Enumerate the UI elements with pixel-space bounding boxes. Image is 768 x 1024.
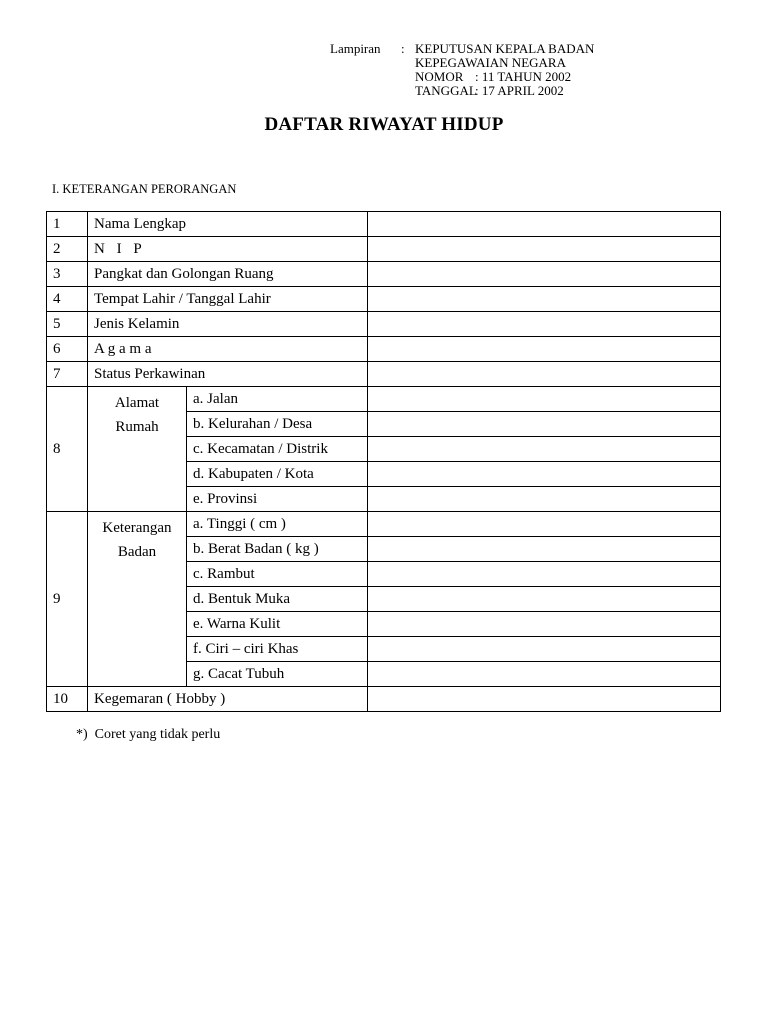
table-row xyxy=(47,337,721,362)
sub-field-label: b. Kelurahan / Desa xyxy=(187,412,368,437)
lampiran-row-1 xyxy=(330,42,594,56)
field-value-jenis-kelamin[interactable] xyxy=(368,312,721,337)
table-row xyxy=(47,287,721,312)
nomor-value: : 11 TAHUN 2002 xyxy=(475,69,572,84)
field-value-kabupaten[interactable] xyxy=(368,462,721,487)
tanggal-label: TANGGAL xyxy=(415,83,477,98)
sub-field-label: a. Jalan xyxy=(187,387,368,412)
table-row xyxy=(47,212,721,237)
sub-field-label: b. Berat Badan ( kg ) xyxy=(187,537,368,562)
footnote: *) Coret yang tidak perlu xyxy=(76,727,221,742)
sub-field-label: c. Kecamatan / Distrik xyxy=(187,437,368,462)
row-number: 7 xyxy=(47,362,88,387)
row-number: 4 xyxy=(47,287,88,312)
field-label: A g a m a xyxy=(88,337,368,362)
sub-field-label: g. Cacat Tubuh xyxy=(187,662,368,687)
field-label: N I P xyxy=(88,237,368,262)
field-label: Nama Lengkap xyxy=(88,212,368,237)
lampiran-row-3 xyxy=(330,70,594,84)
sub-field-label: e. Warna Kulit xyxy=(187,612,368,637)
lampiran-row-2 xyxy=(330,56,594,70)
row-number: 9 xyxy=(47,512,88,687)
alamat-label-line2: Rumah xyxy=(115,419,159,435)
table-row xyxy=(47,262,721,287)
field-value-kelurahan[interactable] xyxy=(368,412,721,437)
field-value-berat[interactable] xyxy=(368,537,721,562)
tanggal-value: : 17 APRIL 2002 xyxy=(475,83,564,98)
row-number: 1 xyxy=(47,212,88,237)
sub-field-label: f. Ciri – ciri Khas xyxy=(187,637,368,662)
table-row xyxy=(47,312,721,337)
field-value-nama[interactable] xyxy=(368,212,721,237)
badan-label-line2: Badan xyxy=(117,544,157,560)
field-value-rambut[interactable] xyxy=(368,562,721,587)
field-label: Kegemaran ( Hobby ) xyxy=(88,687,368,712)
alamat-group-label xyxy=(88,387,187,512)
field-value-agama[interactable] xyxy=(368,337,721,362)
nomor-line xyxy=(415,70,571,84)
table-row xyxy=(47,362,721,387)
field-value-ciri-khas[interactable] xyxy=(368,637,721,662)
field-value-tempat-lahir[interactable] xyxy=(368,287,721,312)
field-value-warna-kulit[interactable] xyxy=(368,612,721,637)
table-row xyxy=(47,512,721,537)
tanggal-line xyxy=(415,84,564,98)
table-row xyxy=(47,387,721,412)
field-value-tinggi[interactable] xyxy=(368,512,721,537)
nomor-label: NOMOR xyxy=(415,69,464,84)
badan-group-label xyxy=(88,512,187,687)
table-row xyxy=(47,237,721,262)
document-title: DAFTAR RIWAYAT HIDUP xyxy=(264,114,504,135)
lampiran-colon: : xyxy=(401,41,405,56)
field-value-kecamatan[interactable] xyxy=(368,437,721,462)
field-value-status[interactable] xyxy=(368,362,721,387)
row-number: 10 xyxy=(47,687,88,712)
alamat-label-line1: Alamat xyxy=(114,395,160,411)
sub-field-label: a. Tinggi ( cm ) xyxy=(187,512,368,537)
row-number: 6 xyxy=(47,337,88,362)
field-value-hobby[interactable] xyxy=(368,687,721,712)
sub-field-label: d. Bentuk Muka xyxy=(187,587,368,612)
field-value-pangkat[interactable] xyxy=(368,262,721,287)
lampiran-block xyxy=(330,42,594,98)
row-number: 2 xyxy=(47,237,88,262)
field-value-nip[interactable] xyxy=(368,237,721,262)
biodata-table xyxy=(46,211,721,712)
row-number: 8 xyxy=(47,387,88,512)
table-row xyxy=(47,687,721,712)
field-label: Tempat Lahir / Tanggal Lahir xyxy=(88,287,368,312)
field-value-bentuk-muka[interactable] xyxy=(368,587,721,612)
field-value-jalan[interactable] xyxy=(368,387,721,412)
lampiran-value-2: KEPEGAWAIAN NEGARA xyxy=(415,55,566,70)
field-value-cacat-tubuh[interactable] xyxy=(368,662,721,687)
sub-field-label: e. Provinsi xyxy=(187,487,368,512)
row-number: 3 xyxy=(47,262,88,287)
field-value-provinsi[interactable] xyxy=(368,487,721,512)
sub-field-label: d. Kabupaten / Kota xyxy=(187,462,368,487)
sub-field-label: c. Rambut xyxy=(187,562,368,587)
lampiran-row-4 xyxy=(330,84,594,98)
lampiran-label: Lampiran xyxy=(330,41,381,56)
section-heading: I. KETERANGAN PERORANGAN xyxy=(52,182,237,196)
field-label: Status Perkawinan xyxy=(88,362,368,387)
lampiran-value-1: KEPUTUSAN KEPALA BADAN xyxy=(415,41,595,56)
row-number: 5 xyxy=(47,312,88,337)
field-label: Jenis Kelamin xyxy=(88,312,368,337)
badan-label-line1: Keterangan xyxy=(102,520,172,536)
field-label: Pangkat dan Golongan Ruang xyxy=(88,262,368,287)
